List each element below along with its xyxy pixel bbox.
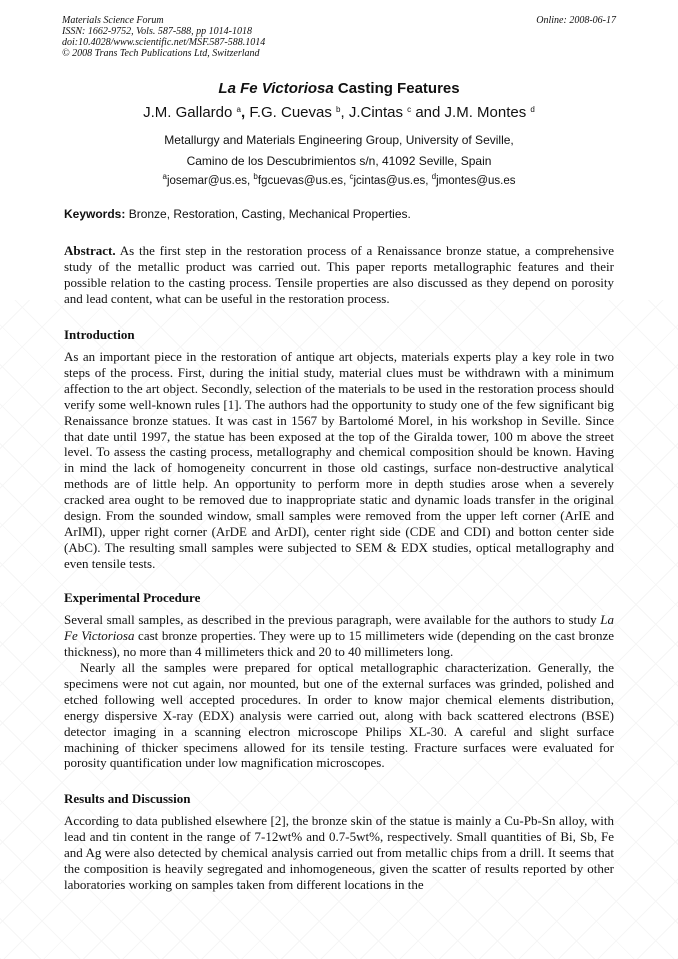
text-run: Several small samples, as described in the previous paragraph, were available for the authors to study [64, 612, 601, 627]
email-sep: , [247, 175, 254, 187]
author [143, 104, 249, 121]
author-sep: , [340, 104, 349, 121]
author-name: J.Cintas [348, 104, 403, 121]
paper-title [0, 80, 678, 97]
email-address[interactable]: josemar@us.es [166, 175, 248, 187]
email-sup: c [349, 172, 354, 181]
keywords [64, 207, 616, 221]
abstract-label: Abstract. [64, 243, 116, 258]
email-sep: , [425, 175, 432, 187]
issn-line: ISSN: 1662-9752, Vols. 587-588, pp 1014-1018 [62, 26, 252, 37]
online-date: Online: 2008-06-17 [536, 15, 616, 26]
text-run: cast bronze properties. They were up to 15 millimeters wide (depending on the cast bronze thickness), no more than 4 millimeters thick and 20 to 40 millimeters long. [64, 627, 614, 659]
author-list [0, 104, 678, 121]
author-name: F.G. Cuevas [249, 104, 332, 121]
email-address[interactable]: jmontes@us.es [436, 175, 516, 187]
author-sep: and [411, 104, 445, 121]
statue-name-italic: La Fe Victoriosa [64, 612, 614, 643]
affiliation-line-2: Camino de los Descubrimientos s/n, 41092 Seville, Spain [186, 154, 492, 168]
introduction-heading: Introduction [64, 327, 135, 342]
title-italic: La Fe Victoriosa [218, 80, 334, 97]
journal-header [62, 15, 616, 59]
email [162, 172, 254, 187]
author-sup: a [236, 105, 241, 114]
email [253, 172, 350, 187]
abstract-text: As the first step in the restoration process of a Renaissance bronze statue, a comprehensive study of the metallic product was carried out. This paper reports metallographic features and their possible relation to the casting process. Tensile properties are also discussed as they depend on porosity and lead content, what can be useful in the restoration process. [64, 243, 614, 306]
author [349, 104, 445, 121]
journal-name: Materials Science Forum [62, 15, 164, 26]
doi-line[interactable]: doi:10.4028/www.scientific.net/MSF.587-588.1014 [62, 37, 266, 48]
affiliation-line-1: Metallurgy and Materials Engineering Group, University of Seville, [164, 133, 514, 147]
keywords-label: Keywords: [64, 207, 126, 221]
email-sup: d [431, 172, 437, 181]
keywords-text: Bronze, Restoration, Casting, Mechanical Properties. [125, 207, 411, 221]
author-sup: b [336, 105, 341, 114]
introduction-text: As an important piece in the restoration of antique art objects, materials experts play a key role in two steps of the process. First, during the initial study, material clues must be withdrawn with a minimum affection to the art object. Secondly, selection of the materials to be used in the restoration process should verify some well-known rules [1]. The authors had the opportunity to study one of the few significant big Renaissance bronze statues. It was cast in 1567 by Bartolomé Morel, in his workshop in Seville. Since that date until 1997, the statue has been exposed at the top of the Giralda tower, 100 m above the street level. To assess the casting process, metallography and chemical composition should be known. Having in mind the lack of homogeneity concurrent in those old castings, surface non-destructive analytical methods are of little help. An opportunity to perform more in depth studies arose when a severely cracked area ought to be removed due to inappropriate static and dynamic loads transfer in the original design. From the sounded window, small samples were removed from the upper left corner (ArIE and ArIMI), upper right corner (ArDE and ArDI), center right side (CDE and CDI) and botton center side (AbC). The resulting small samples were subjected to SEM & EDX studies, optical metallography and even tensile tests. [64, 349, 614, 571]
experimental-paragraph-2: Nearly all the samples were prepared for optical metallographic characterization. Generally, the specimens were not cut again, nor mounted, but one of the external surfaces was grinded, polished and etched following well accepted procedures. In order to know major chemical elements distribution, energy dispersive X-ray (EDX) analysis were carried out, along with back scattered electrons (BSE) detector imaging in a scanning electron microscope Philips XL-30. A careful and slight surface machining of thicker specimens allowed for its tensile testing. Fracture surfaces were evaluated for porosity quantification under low magnification microscopes. [64, 660, 614, 771]
email-list [0, 172, 678, 187]
email-sep: , [343, 175, 350, 187]
results-text: According to data published elsewhere [2], the bronze skin of the statue is mainly a Cu-Pb-Sn alloy, with lead and tin content in the range of 7-12wt% and 0.7-5wt%, respectively. Small quantities of Bi, Sb, Fe and Ag were also detected by chemical analysis carried out from metallic chips from a drill. It seems that the composition is heavily segregated and inhomogeneous, given the scatter of results reported by other laboratories working on samples taken from different locations in the [64, 813, 614, 892]
author-sup: d [530, 105, 535, 114]
copyright-line: © 2008 Trans Tech Publications Ltd, Switzerland [62, 48, 260, 59]
author [445, 104, 535, 121]
email-sup: b [253, 172, 258, 181]
author-name: J.M. Gallardo [143, 104, 233, 121]
author [249, 104, 349, 121]
email-sup: a [162, 172, 167, 181]
email [349, 172, 432, 187]
author-sup: c [407, 105, 412, 114]
experimental-paragraph-1 [64, 612, 614, 660]
abstract [64, 243, 614, 307]
email-address[interactable]: jcintas@us.es [353, 175, 426, 187]
results-heading: Results and Discussion [64, 791, 191, 806]
email-address[interactable]: fgcuevas@us.es [257, 175, 344, 187]
email [431, 172, 516, 187]
title-rest: Casting Features [333, 80, 460, 97]
author-sep: , [240, 104, 250, 121]
author-name: J.M. Montes [444, 104, 527, 121]
experimental-heading: Experimental Procedure [64, 590, 201, 605]
